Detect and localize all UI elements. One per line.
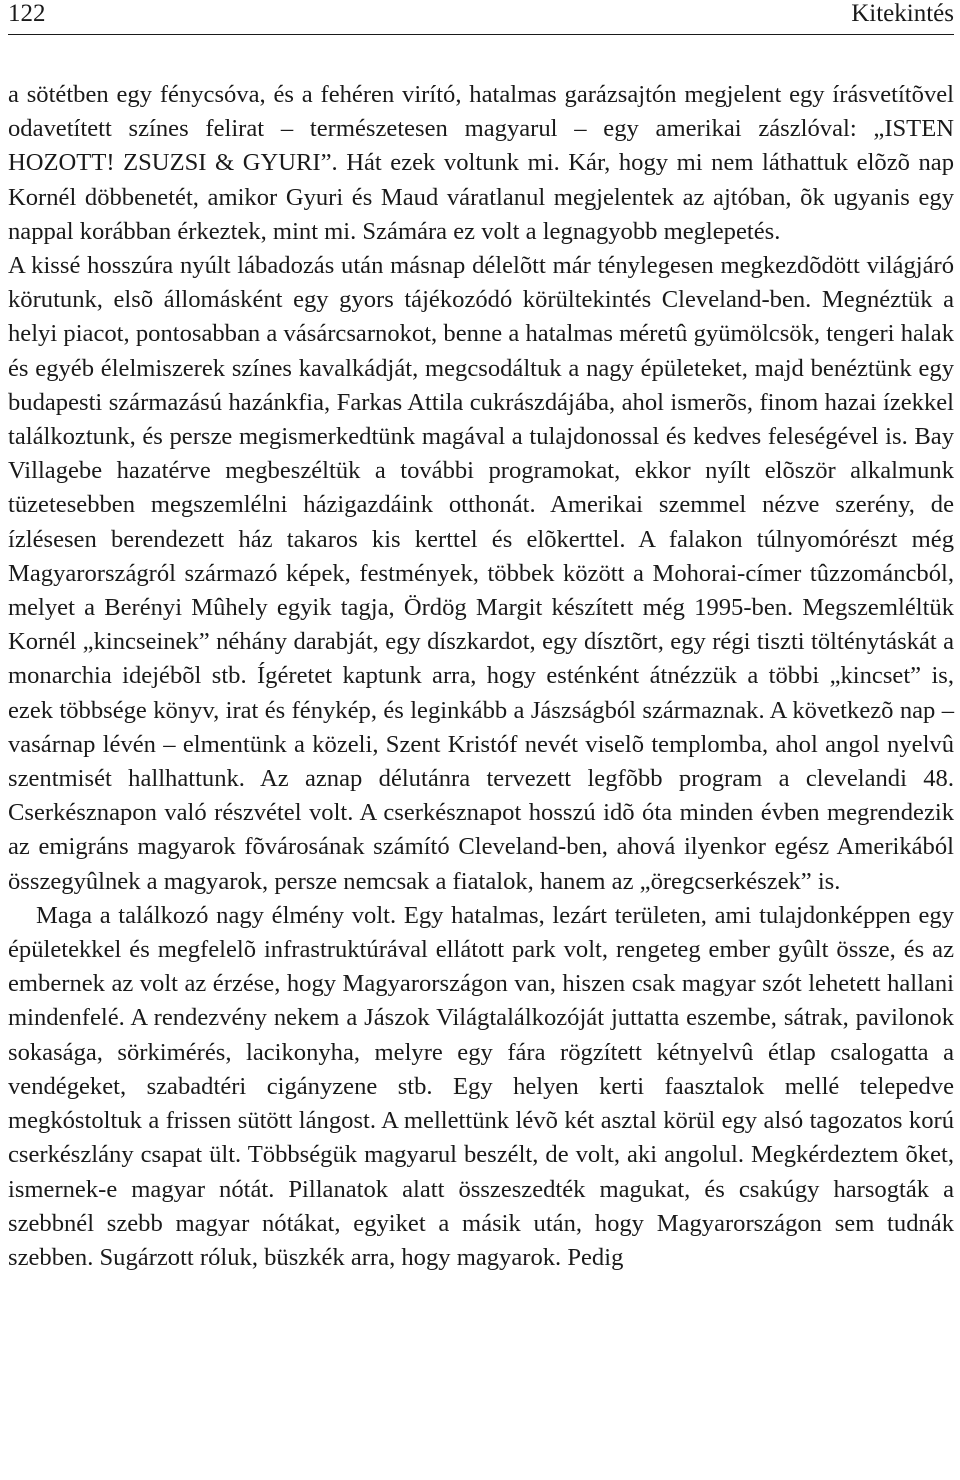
- book-page: [8, 0, 954, 1480]
- running-header: [8, 0, 954, 35]
- section-title: Kitekintés: [851, 0, 954, 27]
- paragraph: a sötétben egy fénycsóva, és a fehéren virító, hatalmas garázsajtón megjelent egy írásvetítõvel odavetített színes felirat – természetesen magyarul – egy amerikai zászlóval: „ISTEN HOZOTT! ZSUZSI & GYURI”. Hát ezek voltunk mi. Kár, hogy mi nem láthattuk elõzõ nap Kornél döbbenetét, amikor Gyuri és Maud váratlanul megjelentek az ajtóban, õk ugyanis egy nappal korábban érkeztek, mint mi. Számára ez volt a legnagyobb meglepetés.: [8, 81, 954, 245]
- paragraph: A kissé hosszúra nyúlt lábadozás után másnap délelõtt már ténylegesen megkezdõdött világjáró körutunk, elsõ állomásként egy gyors tájékozódó körültekintés Cleveland-ben. Megnéztük a helyi piacot, pontosabban a vásárcsarnokot, benne a hatalmas méretû gyümölcsök, tengeri halak és egyéb élelmiszerek színes kavalkádját, megcsodáltuk a nagy épületeket, majd benéztünk egy budapesti származású hazánkfia, Farkas Attila cukrászdájába, ahol ismerõs, finom hazai ízekkel találkoztunk, és persze megismerkedtünk magával a tulajdonossal és kedves feleségével is. Bay Villagebe hazatérve megbeszéltük a további programokat, ekkor nyílt elõször alkalmunk tüzetesebben megszemlélni házigazdáink otthonát. Amerikai szemmel nézve szerény, de ízlésesen berendezett ház takaros kis kerttel és elõkerttel. A falakon túlnyomórészt még Magyarországról származó képek, festmények, többek között a Mohorai-címer tûzzománcból, melyet a Berényi Mûhely egyik tagja, Ördög Margit készített még 1995-ben. Megszemléltük Kornél „kincseinek” néhány darabját, egy díszkardot, egy dísztõrt, egy régi tiszti tölténytáskát a monarchia idejébõl stb. Ígéretet kaptunk arra, hogy esténként átnézzük a többi „kincset” is, ezek többsége könyv, irat és fénykép, és leginkább a Jászságból származnak. A következõ nap – vasárnap lévén – elmentünk a közeli, Szent Kristóf nevét viselõ templomba, ahol angol nyelvû szentmisét hallhattunk. Az aznap délutánra tervezett legfõbb program a clevelandi 48. Cserkésznapon való részvétel volt. A cserkésznapot hosszú idõ óta minden évben megrendezik az emigráns magyarok fõvárosának számító Cleveland-ben, ahová ilyenkor egész Amerikából összegyûlnek a magyarok, persze nemcsak a fiatalok, hanem az „öregcserkészek” is.: [8, 252, 954, 895]
- page-number: 122: [8, 0, 46, 27]
- paragraph: Maga a találkozó nagy élmény volt. Egy hatalmas, lezárt területen, ami tulajdonképpen egy épületekkel és megfelelõ infrastruktúrával ellátott park volt, rengeteg ember gyûlt össze, és az embernek az volt az érzése, hogy Magyarországon van, hiszen csak magyar szót lehetett hallani mindenfelé. A rendezvény nekem a Jászok Világtalálkozóját juttatta eszembe, sátrak, pavilonok sokasága, sörkimérés, lacikonyha, melyre egy fára rögzített kétnyelvû étlap csalogatta a vendégeket, szabadtéri cigányzene stb. Egy helyen kerti faasztalok mellé telepedve megkóstoltuk a frissen sütött lángost. A mellettünk lévõ két asztal körül egy alsó tagozatos korú cserkészlány csapat ült. Többségük magyarul beszélt, de volt, aki angolul. Megkérdeztem õket, ismernek-e magyar nótát. Pillanatok alatt összeszedték magukat, és csakúgy harsogták a szebbnél szebb magyar nótákat, egyiket a másik után, hogy Magyarországon sem tudnák szebben. Sugárzott róluk, büszkék arra, hogy magyarok. Pedig: [8, 901, 954, 1271]
- body-text: [8, 78, 954, 1275]
